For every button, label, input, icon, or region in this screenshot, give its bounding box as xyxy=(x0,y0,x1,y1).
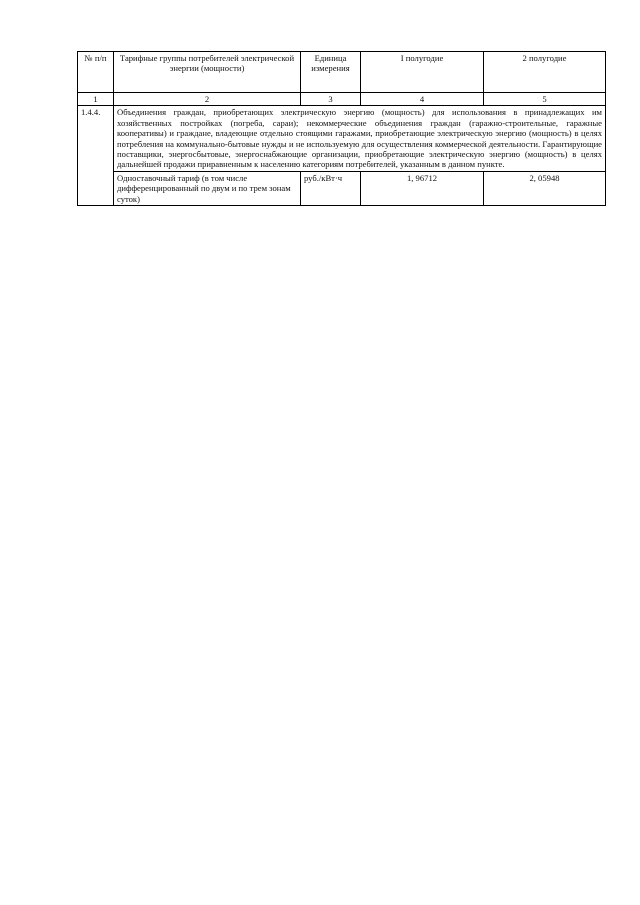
section-description: Объединения граждан, приобретающих электрическую энергию (мощность) для использования в принадлежащих им хозяйственных постройках (погреба, сараи); некоммерческие объединения граждан (гаражно-строительные, гаражные кооперативы) и граждане, владеющие отдельно стоящими гаражами, приобретающие электрическую энергию (мощность) в целях потребления на коммунально-бытовые нужды и не используемую для осуществления коммерческой деятельности. Гарантирующие поставщики, энергосбытовые, энергоснабжающие организации, приобретающие электрическую энергию (мощность) в целях дальнейшей продажи приравненным к населению категориям потребителей, указанным в данном пункте. xyxy=(114,106,606,171)
tariff-second-half-value: 2, 05948 xyxy=(484,171,606,205)
column-number-5: 5 xyxy=(484,93,606,106)
column-numbers-row xyxy=(78,93,606,106)
tariff-table xyxy=(77,51,606,206)
tariff-first-half-value: 1, 96712 xyxy=(361,171,484,205)
tariff-unit: руб./кВт·ч xyxy=(301,171,361,205)
header-unit: Единица измерения xyxy=(301,52,361,93)
column-number-1: 1 xyxy=(78,93,114,106)
column-number-3: 3 xyxy=(301,93,361,106)
column-number-2: 2 xyxy=(114,93,301,106)
column-number-4: 4 xyxy=(361,93,484,106)
section-code: 1.4.4. xyxy=(78,106,114,206)
header-second-half: 2 полугодие xyxy=(484,52,606,93)
section-row xyxy=(78,106,606,171)
header-first-half: I полугодие xyxy=(361,52,484,93)
header-number: № п/п xyxy=(78,52,114,93)
header-tariff-groups: Тарифные группы потребителей электрической энергии (мощности) xyxy=(114,52,301,93)
tariff-row xyxy=(78,171,606,205)
tariff-label: Одноставочный тариф (в том числе дифференцированный по двум и по трем зонам суток) xyxy=(114,171,301,205)
header-row xyxy=(78,52,606,93)
